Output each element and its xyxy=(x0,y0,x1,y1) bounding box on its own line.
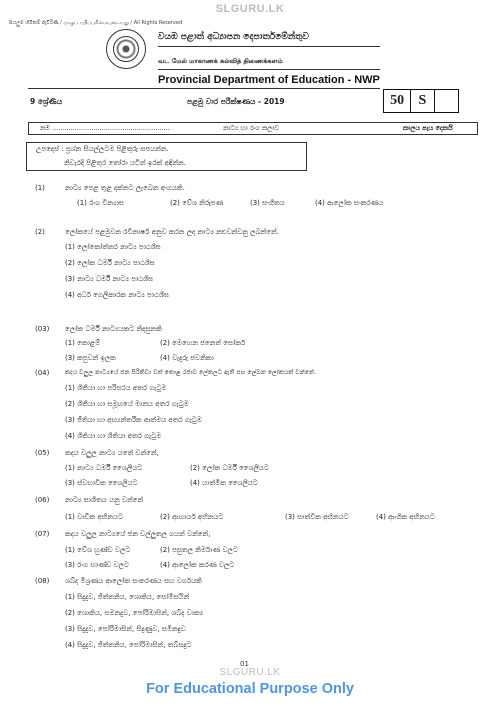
question-option: (1) නාට්‍ය ධර්මී ශෛලියට xyxy=(65,464,143,472)
question-number: (1) xyxy=(35,184,45,192)
time-label: කාලය පැය දෙකයි xyxy=(403,124,453,132)
question-option: (3) ජීතියා හා අභ්‍යන්තරීක ආත්මය අතර ගැටුම xyxy=(65,416,202,424)
paper-code-letter: S xyxy=(411,90,434,112)
paper-code-box xyxy=(383,89,459,113)
question-text: කදය වලුල නාට්‍ය යතේ වන්නේ, xyxy=(65,449,159,457)
question-number: (03) xyxy=(35,325,50,333)
header-title: Provincial Department of Education - NWP xyxy=(158,74,380,86)
question-option: (2) ආහාර්ය අභිනයට xyxy=(160,513,224,521)
emblem-icon xyxy=(106,29,146,69)
question-number: (06) xyxy=(35,496,50,504)
question-text: කදය වලුල නාට්‍යයේ ජන සිරිකිඩා වත් කොළ රජාව ලේකලට ඇති පහ ලේඛන ලෝකයක් වන්නේ. xyxy=(65,369,316,376)
question-option: (4) වැදුරු ජවනිකා xyxy=(160,354,214,362)
question-number: (07) xyxy=(35,530,50,538)
question-option: (2) ලෝක ධර්මී නාට්‍ය පාඨශීඝ xyxy=(65,259,155,267)
question-text: ශබ්ද මිශ්‍රණය ආලෝක සංකරණය සහ වර්ගයකි xyxy=(65,577,202,585)
subject-label: නාට්‍ය හා රංග කලාව xyxy=(223,124,280,132)
question-text: ලෝකයේ පළමුවන රවිනාර්ෂ අනුව කරන ලද නාට්‍ය නළුවන්වනු ලබන්නේ. xyxy=(65,228,279,236)
watermark-tagline: For Educational Purpose Only xyxy=(146,681,354,697)
question-option: (1) කොළම් xyxy=(65,339,101,347)
grade-label: 9 ශ්‍රේණිය xyxy=(30,97,63,106)
question-option: (3) සංගීතය xyxy=(250,199,285,207)
question-option: (4) ආලෝක කරණ වලට xyxy=(160,561,235,569)
question-option: (1) රංග වින්‍යාස xyxy=(77,199,124,207)
question-number: (05) xyxy=(35,449,50,457)
question-option: (2) ශොකිය, සමනදුව, පෝරිමාසින්, ශබ්ද වාක්‍ය xyxy=(65,609,204,617)
question-option: (4) සිදුදුව, ජිත්තනිය, පෝරිමාසින්, තබ්සදුට xyxy=(65,641,192,649)
question-option: (4) ශීතියා හා ශීතියා අතර ගැටුම xyxy=(65,432,162,440)
question-option: (4) ආංගික අභිනයට xyxy=(376,513,435,521)
question-text: කදය වලුල නාට්‍යයේ ජන වල්ලුතල ගයන් වන්නේ, xyxy=(65,530,211,538)
question-number: (2) xyxy=(35,228,45,236)
question-number: (08) xyxy=(35,577,50,585)
question-option: (3) කපුවන් ඉලක xyxy=(65,354,116,362)
question-text: ලෝක ධර්මී නාට්‍යයකට නිදසුනකි xyxy=(65,325,162,333)
paper-code-number: 50 xyxy=(384,90,411,112)
name-field: නම ......................................................... xyxy=(40,124,170,132)
page-number: 01 xyxy=(240,660,249,668)
instruction-line-1: උපදෙස් : ප්‍රශ්න සියල්ලටම පිළිතුරු සපයන්න. xyxy=(36,145,169,153)
question-option: (3) සිදුදුව, පෝරිමාසින්, සිදුණුව, සමීනදුව xyxy=(65,625,186,633)
question-option: (3) සාත්වික අභිනයට xyxy=(285,513,349,521)
question-option: (3) ස්වභාවික ශෛලියට xyxy=(65,479,138,487)
question-number: (04) xyxy=(35,369,50,377)
header-tamil: வட மேல் மாகாணக் கல்வித் திணைக்களம் xyxy=(158,57,283,65)
question-option: (1) වේශ හුණ්ඩ වලට xyxy=(65,546,131,554)
question-text: නාට්‍ය පෙළ තුළ දක්නට ලැබෙන අංගයකි. xyxy=(65,184,185,192)
header-divider xyxy=(158,69,380,70)
copyright-note: සියලුම හිමිකම් ඇවිරිණි / முழுப் பதிப்புரிமையுடையது / All Rights Reserved xyxy=(9,20,183,26)
exam-name: පළමු වාර පරීක්ෂණය - 2019 xyxy=(187,97,285,106)
question-option: (4) යාත්මික ශෛලියට xyxy=(190,479,258,487)
header-divider xyxy=(158,46,380,47)
question-option: (4) අර්ධ ගෙලිකාරක නාට්‍ය පාඨශීඝ xyxy=(65,291,169,299)
watermark-bottom: SLGURU.LK xyxy=(219,667,281,678)
question-option: (2) මෙහෙන ජනෙත් සෝකර් xyxy=(160,339,246,347)
question-text: නාට්‍ය සාශීතය යනු වන්නේ xyxy=(65,496,144,504)
question-option: (2) ශීතීයා හා සමූහයේ මානය අතර ගැටුම xyxy=(65,400,189,408)
paper-code-blank xyxy=(435,90,458,112)
watermark-top: SLGURU.LK xyxy=(215,3,285,15)
instruction-line-2: නිවැරදි පිළිතුර තෝරා යටින් ඉරක් අඳින්න. xyxy=(64,159,186,167)
question-option: (1) ශීතීයා හා පරිසරය අතර ගැටුම xyxy=(65,384,167,392)
header-sinhala: වයඹ පළාත් අධ්‍යාපන දෙපාර්තමේන්තුව xyxy=(158,32,309,42)
question-option: (2) ලෝක ධර්මී ශෛලියට xyxy=(190,464,269,472)
question-option: (3) නාට්‍ය ධර්මී නාට්‍ය පාඨශීඝ xyxy=(65,275,154,283)
question-option: (4) ආලෝක සංකරණය xyxy=(315,199,384,207)
question-option: (1) ලෝකෝත්තර නාට්‍ය පාඨශීඝ xyxy=(65,243,161,251)
question-option: (2) පසුතල නිර්මාණ වලට xyxy=(160,546,238,554)
question-option: (1) වාචික අභිනයට xyxy=(65,513,123,521)
question-option: (1) සිදුදුව, ජිත්තනිය, ශොකිය, සෝමිසයින් xyxy=(65,593,190,601)
question-option: (2) වේශ නිරූපණ xyxy=(170,199,224,207)
question-option: (3) රංග භාණ්ඩ වලට xyxy=(65,561,129,569)
